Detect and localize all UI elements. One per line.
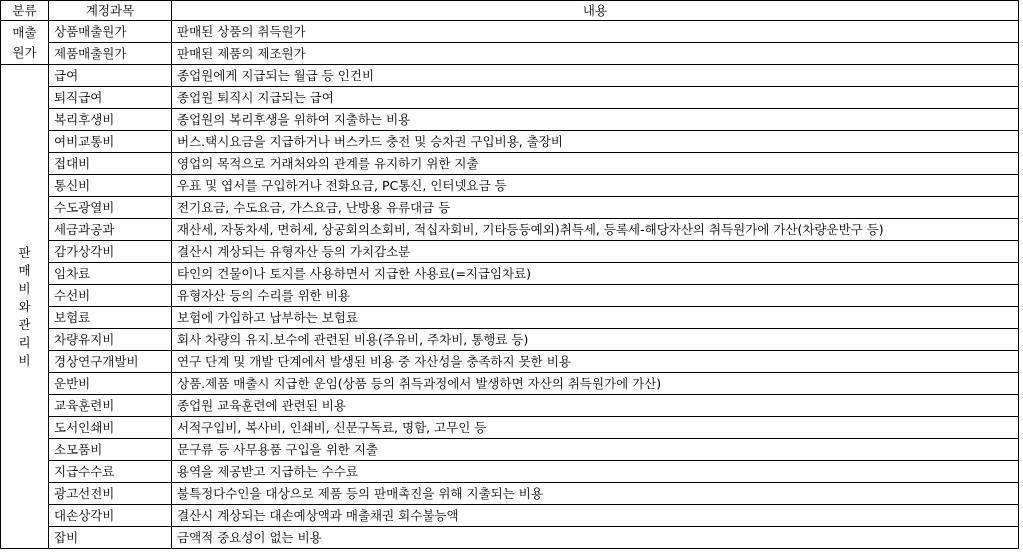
category-cell-sga — [1, 65, 49, 549]
account-cell: 급여 — [49, 65, 172, 87]
content-cell: 영업의 목적으로 거래처와의 관계를 유지하기 위한 지출 — [172, 153, 1019, 175]
content-cell: 문구류 등 사무용품 구입을 위한 지출 — [172, 439, 1019, 461]
table-row — [1, 505, 1019, 527]
category-cell-cost-of-sales — [1, 21, 49, 65]
category-label: 판매비와관리비 — [18, 244, 31, 368]
account-cell: 도서인쇄비 — [49, 417, 172, 439]
content-cell: 버스.택시요금을 지급하거나 버스카드 충전 및 승차권 구입비용, 출장비 — [172, 131, 1019, 153]
account-cell: 통신비 — [49, 175, 172, 197]
content-cell: 상품.제품 매출시 지급한 운임(상품 등의 취득과정에서 발생하면 자산의 취득원가에 가산) — [172, 373, 1019, 395]
account-cell: 보험료 — [49, 307, 172, 329]
account-cell: 수도광열비 — [49, 197, 172, 219]
header-content: 내용 — [172, 1, 1019, 21]
table-row — [1, 395, 1019, 417]
table-row — [1, 329, 1019, 351]
table-row — [1, 527, 1019, 549]
content-cell: 회사 차량의 유지.보수에 관련된 비용(주유비, 주차비, 통행료 등) — [172, 329, 1019, 351]
account-cell: 상품매출원가 — [49, 21, 172, 43]
table-row — [1, 219, 1019, 241]
table-row — [1, 285, 1019, 307]
table-row — [1, 461, 1019, 483]
account-cell: 제품매출원가 — [49, 43, 172, 65]
table-row — [1, 351, 1019, 373]
table-row — [1, 109, 1019, 131]
table-row — [1, 439, 1019, 461]
account-cell: 여비교통비 — [49, 131, 172, 153]
content-cell: 종업원의 복리후생을 위하여 지출하는 비용 — [172, 109, 1019, 131]
table-row — [1, 373, 1019, 395]
content-cell: 결산시 계상되는 대손예상액과 매출채권 회수불능액 — [172, 505, 1019, 527]
content-cell: 타인의 건물이나 토지를 사용하면서 지급한 사용료(=지급임차료) — [172, 263, 1019, 285]
table-row — [1, 197, 1019, 219]
account-cell: 대손상각비 — [49, 505, 172, 527]
account-cell: 광고선전비 — [49, 483, 172, 505]
content-cell: 보험에 가입하고 납부하는 보험료 — [172, 307, 1019, 329]
table-row — [1, 241, 1019, 263]
header-account: 계정과목 — [49, 1, 172, 21]
account-cell: 교육훈련비 — [49, 395, 172, 417]
account-cell: 지급수수료 — [49, 461, 172, 483]
content-cell: 우표 및 엽서를 구입하거나 전화요금, PC통신, 인터넷요금 등 — [172, 175, 1019, 197]
table-row — [1, 263, 1019, 285]
content-cell: 서적구입비, 복사비, 인쇄비, 신문구독료, 명함, 고무인 등 — [172, 417, 1019, 439]
table-row — [1, 175, 1019, 197]
table-row — [1, 21, 1019, 43]
content-cell: 연구 단계 및 개발 단계에서 발생된 비용 중 자산성을 충족하지 못한 비용 — [172, 351, 1019, 373]
content-cell: 금액적 중요성이 없는 비용 — [172, 527, 1019, 549]
header-category: 분류 — [1, 1, 49, 21]
category-label: 매출원가 — [12, 24, 37, 60]
table-row — [1, 43, 1019, 65]
account-cell: 경상연구개발비 — [49, 351, 172, 373]
content-cell: 결산시 계상되는 유형자산 등의 가치감소분 — [172, 241, 1019, 263]
content-cell: 불특정다수인을 대상으로 제품 등의 판매촉진을 위해 지출되는 비용 — [172, 483, 1019, 505]
header-row — [1, 1, 1019, 21]
account-cell: 감가상각비 — [49, 241, 172, 263]
table-row — [1, 153, 1019, 175]
table-row — [1, 65, 1019, 87]
content-cell: 종업원 교육훈련에 관련된 비용 — [172, 395, 1019, 417]
content-cell: 판매된 제품의 제조원가 — [172, 43, 1019, 65]
account-cell: 임차료 — [49, 263, 172, 285]
account-cell: 복리후생비 — [49, 109, 172, 131]
account-cell: 잡비 — [49, 527, 172, 549]
content-cell: 종업원에게 지급되는 월급 등 인건비 — [172, 65, 1019, 87]
table-row — [1, 87, 1019, 109]
content-cell: 판매된 상품의 취득원가 — [172, 21, 1019, 43]
content-cell: 재산세, 자동차세, 면허세, 상공회의소회비, 적십자회비, 기타등등예외)취득세, 등록세-해당자산의 취득원가에 가산(차량운반구 등) — [172, 219, 1019, 241]
table-row — [1, 307, 1019, 329]
table-row — [1, 131, 1019, 153]
account-cell: 퇴직급여 — [49, 87, 172, 109]
account-cell: 접대비 — [49, 153, 172, 175]
table-row — [1, 483, 1019, 505]
content-cell: 종업원 퇴직시 지급되는 급여 — [172, 87, 1019, 109]
content-cell: 용역을 제공받고 지급하는 수수료 — [172, 461, 1019, 483]
content-cell: 유형자산 등의 수리를 위한 비용 — [172, 285, 1019, 307]
content-cell: 전기요금, 수도요금, 가스요금, 난방용 유류대금 등 — [172, 197, 1019, 219]
table-row — [1, 417, 1019, 439]
account-cell: 수선비 — [49, 285, 172, 307]
account-cell: 운반비 — [49, 373, 172, 395]
account-cell: 세금과공과 — [49, 219, 172, 241]
account-cell: 소모품비 — [49, 439, 172, 461]
account-cell: 차량유지비 — [49, 329, 172, 351]
